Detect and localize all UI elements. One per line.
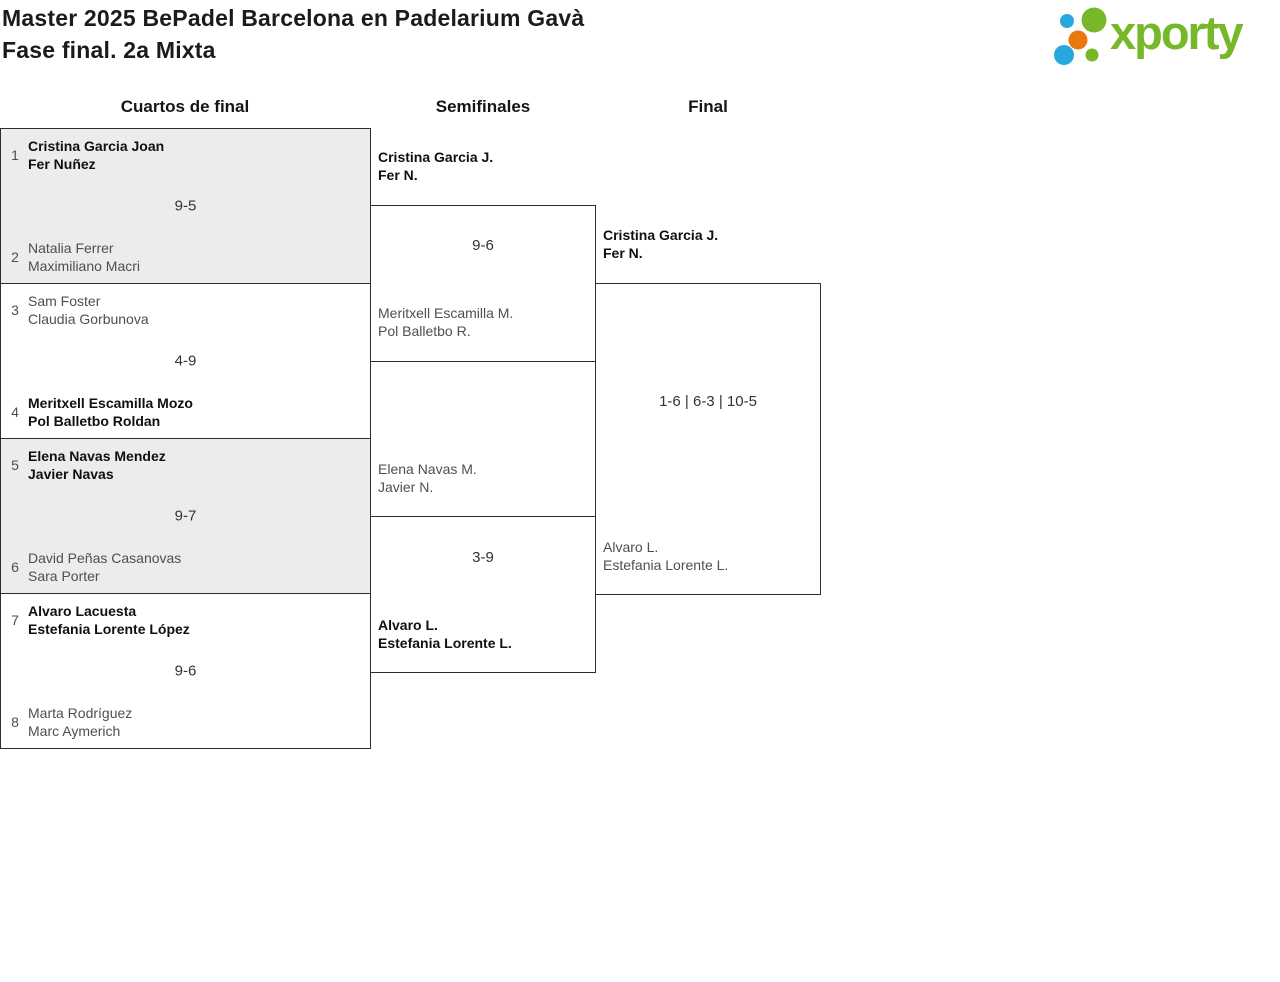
match-qf2 (0, 283, 371, 439)
player-name: Alvaro Lacuesta (28, 603, 137, 619)
team-name (28, 602, 190, 638)
team-name (28, 704, 132, 740)
player-name: Javier N. (378, 479, 434, 495)
player-name: Marc Aymerich (28, 723, 121, 739)
player-name: Natalia Ferrer (28, 240, 114, 256)
team-name (28, 292, 149, 328)
player-name: Meritxell Escamilla M. (378, 305, 514, 321)
match-qf4 (0, 593, 371, 749)
match-score: 9-6 (174, 662, 197, 680)
match-score: 9-5 (174, 197, 197, 215)
team-name (28, 137, 164, 173)
player-name: Elena Navas Mendez (28, 448, 166, 464)
player-name: Estefania Lorente L. (603, 557, 729, 573)
player-name: Fer Nuñez (28, 156, 96, 172)
player-name: Alvaro L. (378, 617, 438, 633)
team-entry (9, 704, 132, 740)
team-entry (9, 549, 181, 585)
player-name: Estefania Lorente L. (378, 635, 512, 651)
seed-number: 8 (11, 714, 19, 730)
player-name: Sam Foster (28, 293, 101, 309)
team-name (28, 239, 140, 275)
seed-number: 2 (11, 249, 19, 265)
player-name: Javier Navas (28, 466, 114, 482)
match-qf3 (0, 438, 371, 594)
player-name: Elena Navas M. (378, 461, 477, 477)
player-name: Cristina Garcia J. (378, 149, 494, 165)
logo-dots-icon (1052, 6, 1110, 68)
team-name (28, 447, 166, 483)
round-header-semifinals: Semifinales (435, 97, 531, 116)
player-name: Claudia Gorbunova (28, 311, 149, 327)
match-score: 9-7 (174, 507, 197, 525)
team-entry (9, 239, 140, 275)
logo-text: xporty (1110, 6, 1242, 59)
team-name (378, 148, 493, 184)
team-name (378, 304, 513, 340)
team-entry (9, 447, 166, 483)
player-name: Alvaro L. (603, 539, 659, 555)
seed-number: 4 (11, 404, 19, 420)
player-name: Fer N. (603, 245, 643, 261)
seed-number: 3 (11, 302, 19, 318)
round-header-quarterfinals: Cuartos de final (120, 97, 250, 116)
seed-number: 7 (11, 612, 19, 628)
seed-number: 5 (11, 457, 19, 473)
player-name: Pol Balletbo R. (378, 323, 471, 339)
team-entry (9, 602, 190, 638)
player-name: Cristina Garcia Joan (28, 138, 165, 154)
team-entry (9, 394, 193, 430)
team-entry (9, 292, 149, 328)
player-name: Pol Balletbo Roldan (28, 413, 161, 429)
team-name (378, 460, 477, 496)
title-line-1: Master 2025 BePadel Barcelona en Padelarium Gavà (2, 5, 585, 31)
player-name: Marta Rodríguez (28, 705, 133, 721)
player-name: David Peñas Casanovas (28, 550, 182, 566)
team-name (28, 549, 181, 585)
player-name: Fer N. (378, 167, 418, 183)
page-title (2, 2, 584, 66)
player-name: Cristina Garcia J. (603, 227, 719, 243)
player-name: Sara Porter (28, 568, 100, 584)
xporty-logo[interactable] (1048, 0, 1280, 70)
team-name (378, 616, 512, 652)
team-name (603, 226, 718, 262)
team-name (28, 394, 193, 430)
match-score: 1-6 | 6-3 | 10-5 (659, 393, 757, 410)
player-name: Maximiliano Macri (28, 258, 141, 274)
match-score: 3-9 (472, 549, 494, 566)
title-line-2: Fase final. 2a Mixta (2, 37, 216, 63)
seed-number: 6 (11, 559, 19, 575)
match-score: 9-6 (472, 237, 494, 254)
match-score: 4-9 (174, 352, 197, 370)
match-qf1 (0, 128, 371, 284)
player-name: Meritxell Escamilla Mozo (28, 395, 193, 411)
team-entry (9, 137, 164, 173)
round-header-final: Final (688, 97, 728, 116)
team-name (603, 538, 728, 574)
player-name: Estefania Lorente López (28, 621, 190, 637)
seed-number: 1 (11, 147, 19, 163)
